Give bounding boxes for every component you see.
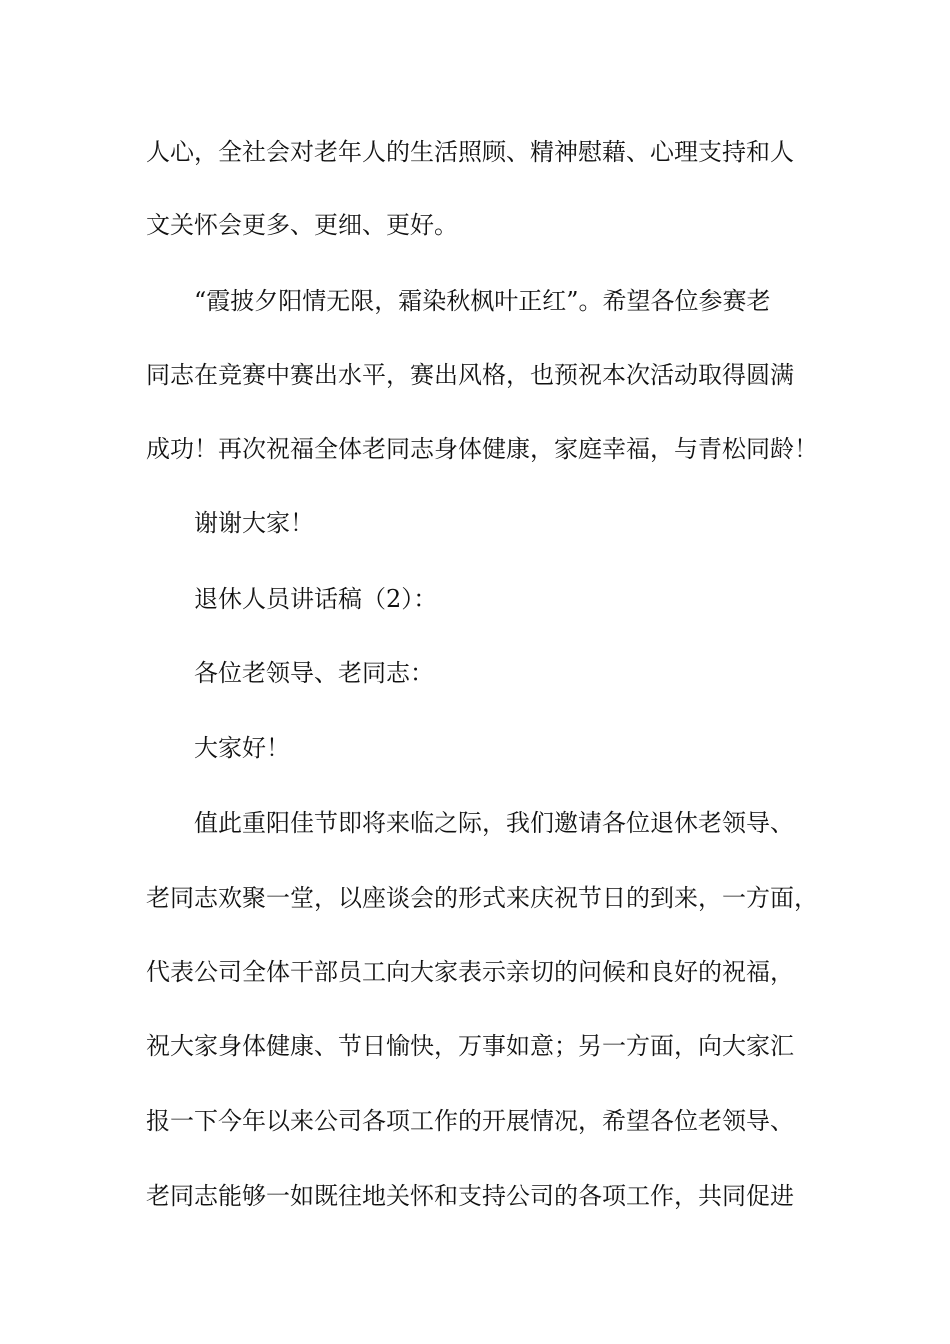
closing-thanks: 谢谢大家！: [194, 509, 314, 537]
paragraph-line: 成功！再次祝福全体老同志身体健康，家庭幸福，与青松同龄！: [146, 435, 818, 463]
paragraph-line: 同志在竞赛中赛出水平，赛出风格，也预祝本次活动取得圆满: [146, 361, 794, 389]
paragraph-line: 祝大家身体健康、节日愉快，万事如意；另一方面，向大家汇: [146, 1032, 794, 1060]
paragraph-line: 人心，全社会对老年人的生活照顾、精神慰藉、心理支持和人: [146, 138, 794, 166]
paragraph-line: 代表公司全体干部员工向大家表示亲切的问候和良好的祝福，: [146, 958, 794, 986]
paragraph-line: 报一下今年以来公司各项工作的开展情况，希望各位老领导、: [146, 1107, 794, 1135]
paragraph-line: 老同志欢聚一堂，以座谈会的形式来庆祝节日的到来，一方面，: [146, 884, 818, 912]
paragraph-line: “霞披夕阳情无限，霜染秋枫叶正红”。希望各位参赛老: [194, 287, 771, 315]
section-heading: 退休人员讲话稿（2）：: [194, 585, 438, 613]
salutation: 各位老领导、老同志：: [194, 659, 434, 687]
paragraph-line: 老同志能够一如既往地关怀和支持公司的各项工作，共同促进: [146, 1182, 794, 1210]
paragraph-line: 值此重阳佳节即将来临之际，我们邀请各位退休老领导、: [194, 809, 794, 837]
paragraph-line: 文关怀会更多、更细、更好。: [146, 211, 458, 239]
greeting: 大家好！: [194, 734, 290, 762]
